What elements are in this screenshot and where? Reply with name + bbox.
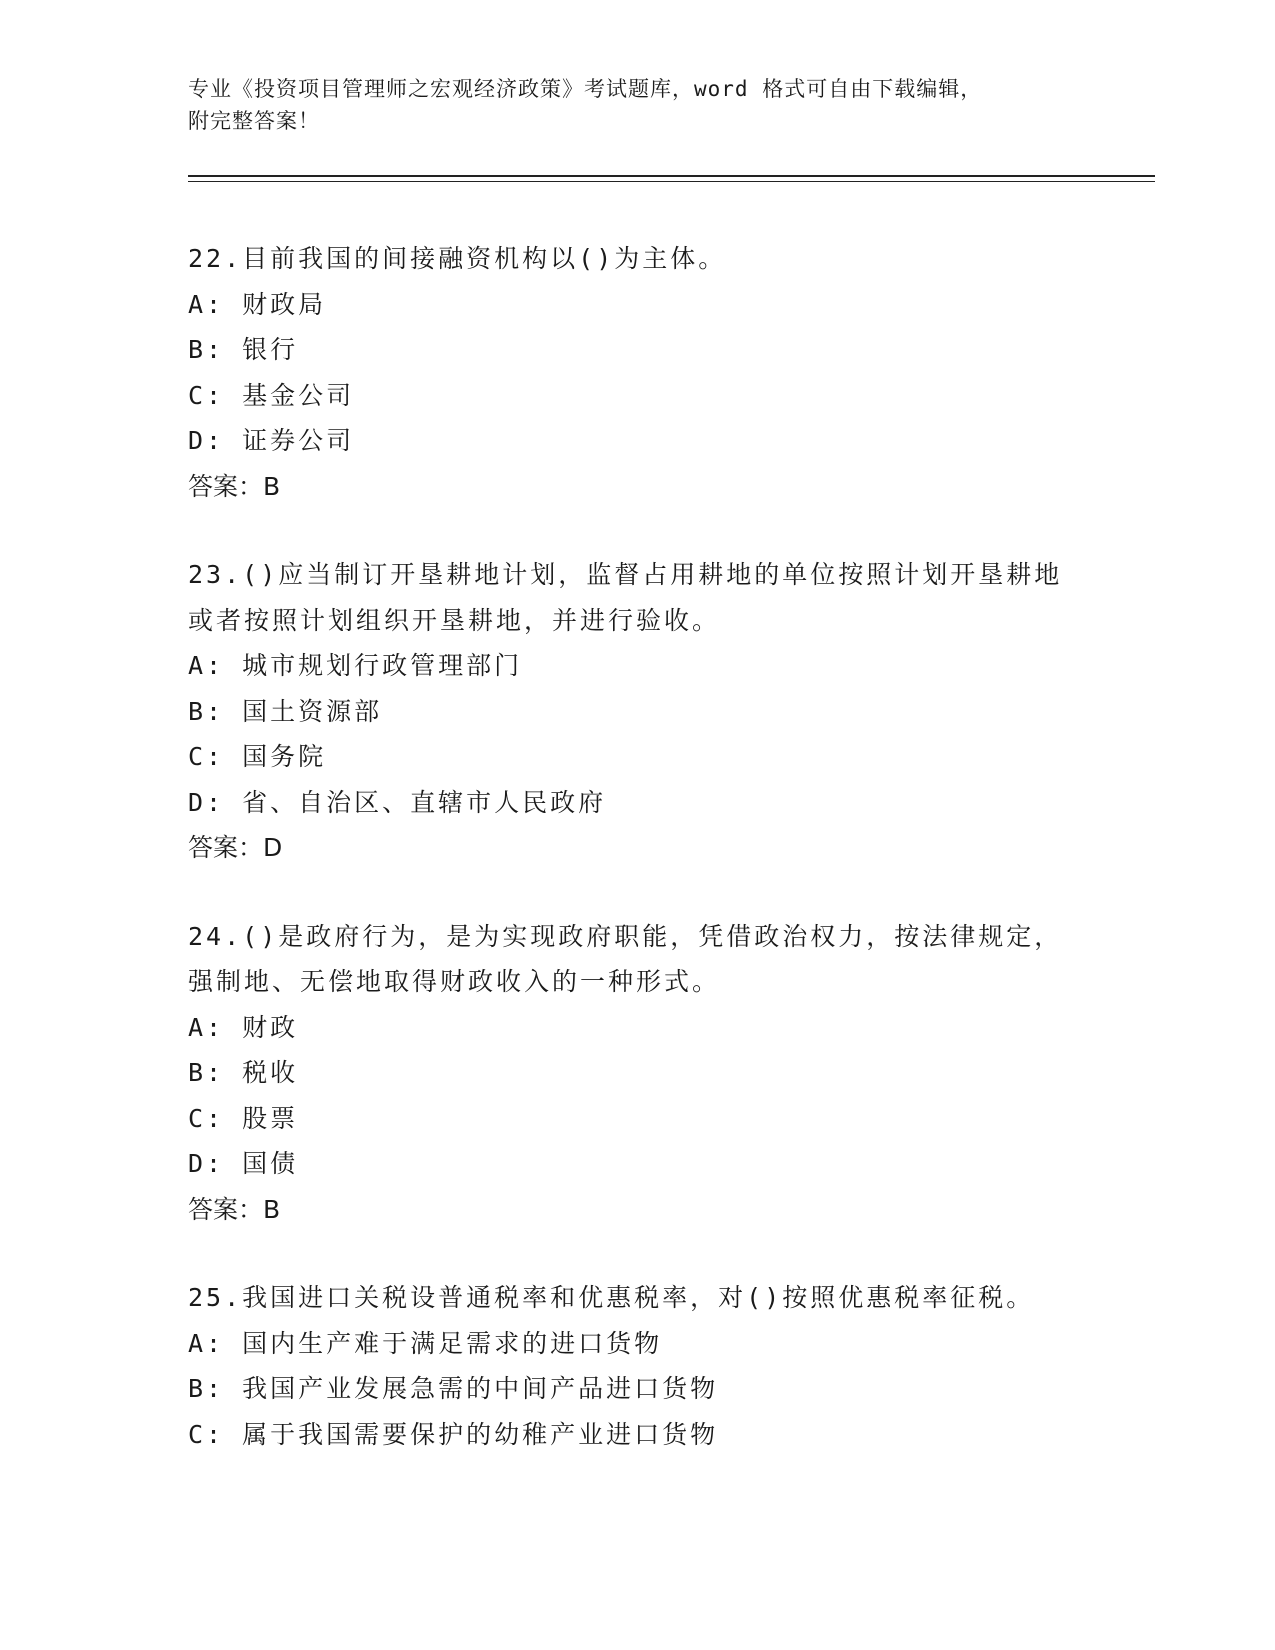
answer-line: 答案：B bbox=[188, 471, 281, 501]
header-intro-line: 附完整答案！ bbox=[188, 109, 320, 133]
option-d: D: 证券公司 bbox=[188, 426, 355, 455]
question-23 bbox=[188, 552, 1128, 871]
document-header bbox=[188, 73, 1088, 137]
option-c: C: 基金公司 bbox=[188, 380, 355, 410]
header-divider-thin bbox=[188, 181, 1155, 182]
question-stem: 24.()是政府行为，是为实现政府职能，凭借政治权力，按法律规定， bbox=[188, 921, 1063, 951]
option-c: C: 国务院 bbox=[188, 742, 327, 771]
option-a: A: 财政局 bbox=[188, 289, 327, 319]
question-24 bbox=[188, 914, 1128, 1233]
question-stem-continued: 强制地、无偿地取得财政收入的一种形式。 bbox=[188, 967, 721, 996]
question-stem: 22.目前我国的间接融资机构以()为主体。 bbox=[188, 244, 727, 273]
option-d: D: 国债 bbox=[188, 1149, 299, 1178]
header-intro-line: 专业《投资项目管理师之宏观经济政策》考试题库，word 格式可自由下载编辑， bbox=[188, 77, 983, 101]
option-b: B: 税收 bbox=[188, 1058, 299, 1087]
option-c: C: 属于我国需要保护的幼稚产业进口货物 bbox=[188, 1419, 719, 1449]
option-b: B: 国土资源部 bbox=[188, 696, 383, 726]
question-22 bbox=[188, 236, 1128, 509]
question-list bbox=[188, 236, 1128, 1500]
option-a: A: 城市规划行政管理部门 bbox=[188, 651, 523, 680]
answer-line: 答案：D bbox=[188, 833, 283, 862]
answer-line: 答案：B bbox=[188, 1194, 281, 1224]
question-stem: 23.()应当制订开垦耕地计划，监督占用耕地的单位按照计划开垦耕地 bbox=[188, 560, 1063, 589]
header-divider-thick bbox=[188, 175, 1155, 177]
option-c: C: 股票 bbox=[188, 1103, 299, 1133]
question-25 bbox=[188, 1275, 1128, 1457]
option-b: B: 我国产业发展急需的中间产品进口货物 bbox=[188, 1374, 719, 1403]
option-d: D: 省、自治区、直辖市人民政府 bbox=[188, 787, 607, 817]
question-stem: 25.我国进口关税设普通税率和优惠税率，对()按照优惠税率征税。 bbox=[188, 1283, 1035, 1312]
question-stem-continued: 或者按照计划组织开垦耕地，并进行验收。 bbox=[188, 605, 721, 635]
option-a: A: 国内生产难于满足需求的进口货物 bbox=[188, 1328, 663, 1358]
option-a: A: 财政 bbox=[188, 1012, 299, 1042]
option-b: B: 银行 bbox=[188, 335, 299, 364]
